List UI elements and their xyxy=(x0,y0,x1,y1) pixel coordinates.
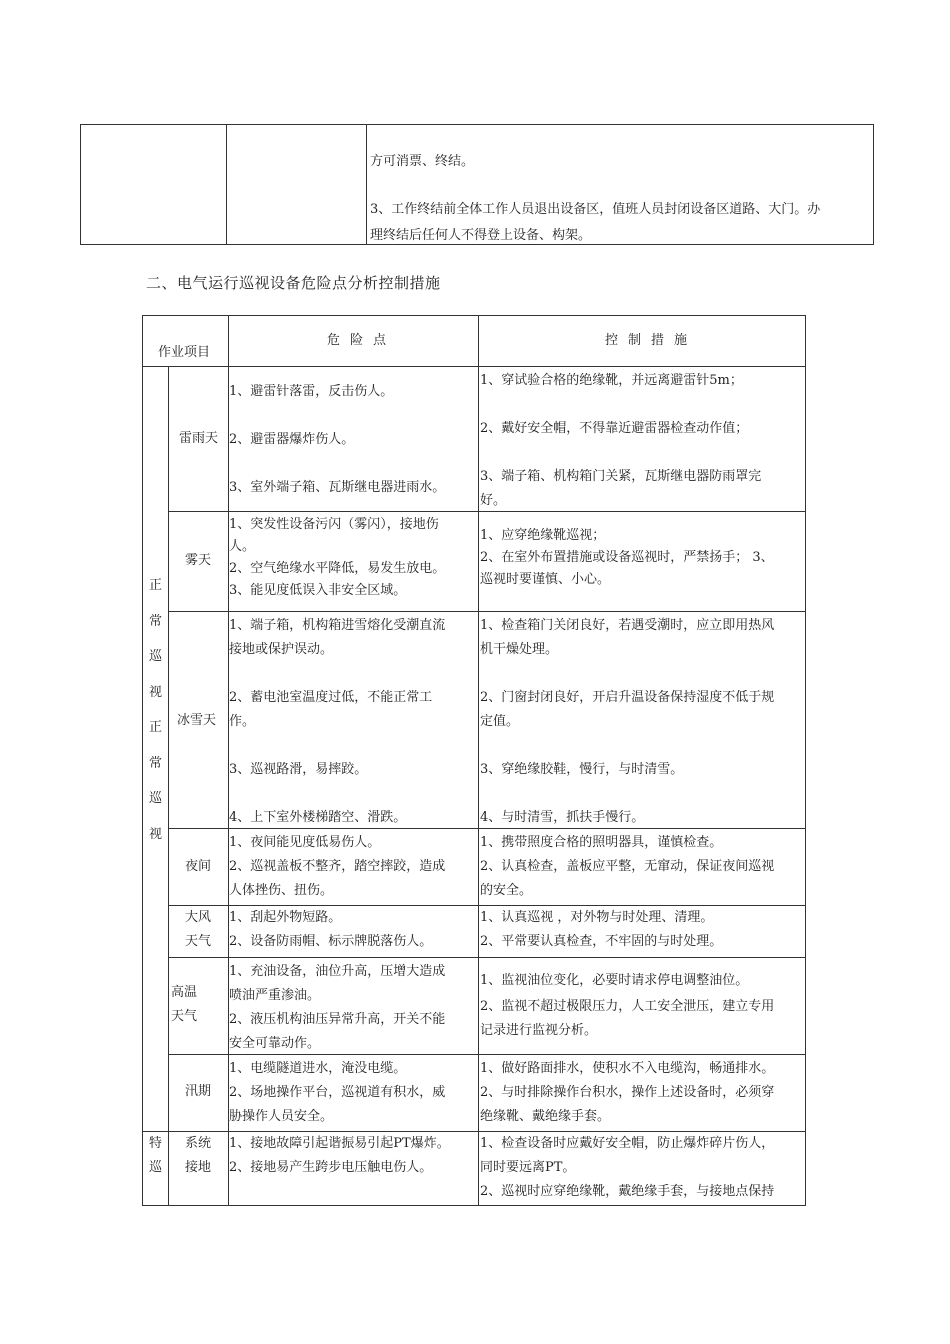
text-line: 3、端子箱、机构箱门关紧，瓦斯继电器防雨罩完 xyxy=(480,469,762,484)
text-line: 1、穿试验合格的绝缘靴，并远离避雷针5m； xyxy=(480,373,743,388)
continuation-table xyxy=(80,124,874,245)
text-line: 4、与时清雪，抓扶手慢行。 xyxy=(480,810,645,825)
danger-cell xyxy=(229,1132,450,1180)
text-line: 1、监视油位变化，必要时请求停电调整油位。 xyxy=(480,973,749,988)
text-line: 2、巡视盖板不整齐，踏空摔跤，造成 xyxy=(229,859,446,874)
row-divider xyxy=(168,957,805,958)
text-line: 2、接地易产生跨步电压触电伤人。 xyxy=(229,1160,433,1175)
text-line: 接地 xyxy=(185,1160,212,1175)
text-line: 1、充油设备，油位升高，压增大造成 xyxy=(229,964,446,979)
group-char: 巡 xyxy=(148,791,162,806)
text-line: 3、能见度低误入非安全区域。 xyxy=(229,583,407,598)
text-line: 2、场地操作平台，巡视道有积水，威 xyxy=(229,1085,446,1100)
row-divider xyxy=(143,366,805,367)
text-line: 2、在室外布置措施或设备巡视时，严禁扬手； 3、 xyxy=(480,550,774,565)
group-char: 视 xyxy=(148,826,162,842)
control-cell xyxy=(480,525,774,591)
text-line: 2、设备防雨帽、标示牌脱落伤人。 xyxy=(229,934,433,949)
danger-cell xyxy=(229,614,445,830)
section-heading: 二、电气运行巡视设备危险点分析控制措施 xyxy=(146,274,441,292)
text-line: 胁操作人员安全。 xyxy=(229,1109,334,1124)
row-name xyxy=(185,906,211,954)
text-line: 高温 xyxy=(171,985,198,1000)
control-cell xyxy=(480,969,774,1043)
group-char: 正 xyxy=(148,578,162,593)
text-line: 1、刮起外物短路。 xyxy=(229,910,342,925)
row-name xyxy=(185,1132,211,1180)
danger-cell xyxy=(229,906,432,954)
text-line: 2、蓄电池室温度过低，不能正常工 xyxy=(229,690,433,705)
control-cell xyxy=(480,906,722,954)
text-line: 2、液压机构油压异常升高，开关不能 xyxy=(229,1012,446,1027)
control-cell xyxy=(480,369,761,513)
group-normal-patrol xyxy=(143,568,168,852)
text-line: 接地或保护误动。 xyxy=(229,642,334,657)
text-line: 1、检查箱门关闭良好，若遇受潮时，应立即用热风 xyxy=(480,618,775,633)
text-line: 天气 xyxy=(171,1009,198,1024)
text-line: 方可消票、终结。 xyxy=(370,154,475,169)
text-line: 的安全。 xyxy=(480,883,533,898)
text-line: 记录进行监视分析。 xyxy=(480,1023,598,1038)
text-line: 4、上下室外楼梯踏空、滑跌。 xyxy=(229,810,407,825)
text-line: 1、认真巡视 ，对外物与时处理、清理。 xyxy=(480,910,714,925)
text-line: 人体挫伤、扭伤。 xyxy=(229,883,334,898)
text-line: 人。 xyxy=(229,539,256,554)
text-line: 2、认真检查，盖板应平整，无窜动，保证夜间巡视 xyxy=(480,859,775,874)
row-name: 雷雨天 xyxy=(179,431,219,446)
text-line: 2、门窗封闭良好，开启升温设备保持湿度不低于规 xyxy=(480,690,775,705)
text-line: 1、携带照度合格的照明器具，谨慎检查。 xyxy=(480,835,723,850)
header-danger: 危险点 xyxy=(327,333,397,348)
text-line: 同时要远离PT。 xyxy=(480,1160,576,1175)
group-special-patrol xyxy=(143,1132,168,1180)
text-line: 理终结后任何人不得登上设备、构架。 xyxy=(370,228,592,243)
column-divider xyxy=(226,125,227,244)
text-line: 1、夜间能见度低易伤人。 xyxy=(229,835,381,850)
text-line: 2、与时排除操作台积水，操作上述设备时，必须穿 xyxy=(480,1085,775,1100)
group-char: 特 xyxy=(148,1136,162,1151)
group-char: 视 xyxy=(148,684,162,700)
row-name: 汛期 xyxy=(185,1084,212,1099)
row-name: 冰雪天 xyxy=(177,713,217,728)
text-line: 巡视时要谨慎、小心。 xyxy=(480,572,611,587)
text-line: 2、平常要认真检查，不牢固的与时处理。 xyxy=(480,934,723,949)
group-char: 巡 xyxy=(148,1160,162,1175)
text-line: 好。 xyxy=(480,493,507,508)
control-cell xyxy=(480,614,774,830)
text-line: 定值。 xyxy=(480,714,520,729)
column-divider xyxy=(478,316,479,1205)
text-line: 系统 xyxy=(185,1136,212,1151)
column-divider xyxy=(366,125,367,244)
text-line: 机干燥处理。 xyxy=(480,642,559,657)
row-name: 雾天 xyxy=(185,553,212,568)
row-name: 夜间 xyxy=(185,859,212,874)
header-project: 作业项目 xyxy=(158,345,211,360)
text-line: 2、巡视时应穿绝缘靴，戴绝缘手套，与接地点保持 xyxy=(480,1184,775,1199)
text-line: 2、监视不超过极限压力，人工安全泄压，建立专用 xyxy=(480,999,775,1014)
row-divider xyxy=(168,611,805,612)
group-char: 常 xyxy=(148,613,162,629)
text-line: 1、应穿绝缘靴巡视； xyxy=(480,528,606,543)
text-line: 2、避雷器爆炸伤人。 xyxy=(229,432,355,447)
group-char: 正 xyxy=(148,720,162,735)
text-line: 3、工作终结前全体工作人员退出设备区，值班人员封闭设备区道路、大门。办 xyxy=(370,202,821,217)
group-char: 巡 xyxy=(148,649,162,664)
text-line: 1、做好路面排水，使积水不入电缆沟，畅通排水。 xyxy=(480,1061,775,1076)
danger-cell xyxy=(229,380,445,500)
text-line: 喷油严重渗油。 xyxy=(229,988,321,1003)
group-char: 常 xyxy=(148,755,162,771)
danger-cell xyxy=(229,1057,445,1129)
control-cell xyxy=(480,831,774,903)
risk-control-table xyxy=(142,315,806,1206)
text-line: 大风 xyxy=(185,910,212,925)
text-line: 安全可靠动作。 xyxy=(229,1036,321,1051)
text-line: 2、空气绝缘水平降低，易发生放电。 xyxy=(229,561,446,576)
danger-cell xyxy=(229,960,445,1056)
header-control: 控制措施 xyxy=(605,333,698,348)
text-line: 1、避雷针落雷，反击伤人。 xyxy=(229,384,394,399)
text-line: 2、戴好安全帽，不得靠近避雷器检查动作值； xyxy=(480,421,749,436)
control-cell xyxy=(480,1057,774,1129)
text-line: 绝缘靴、戴绝缘手套。 xyxy=(480,1109,611,1124)
text-line: 1、端子箱，机构箱进雪熔化受潮直流 xyxy=(229,618,446,633)
text-line: 3、巡视路滑，易摔跤。 xyxy=(229,762,368,777)
text-line: 1、突发性设备污闪（雾闪），接地伤 xyxy=(229,517,439,532)
control-cell xyxy=(480,1132,774,1204)
column-divider xyxy=(168,366,169,1205)
danger-cell xyxy=(229,831,445,903)
text-line: 3、室外端子箱、瓦斯继电器进雨水。 xyxy=(229,480,446,495)
text-line: 作。 xyxy=(229,714,256,729)
row-name xyxy=(171,981,197,1029)
text-line: 3、穿绝缘胶鞋，慢行，与时清雪。 xyxy=(480,762,684,777)
text-line: 天气 xyxy=(185,934,212,949)
text-line: 1、接地故障引起谐振易引起PT爆炸。 xyxy=(229,1136,450,1151)
text-line: 1、电缆隧道进水，淹没电缆。 xyxy=(229,1061,407,1076)
text-line: 1、检查设备时应戴好安全帽，防止爆炸碎片伤人， xyxy=(480,1136,775,1151)
danger-cell xyxy=(229,514,445,602)
continuation-text xyxy=(370,149,820,249)
